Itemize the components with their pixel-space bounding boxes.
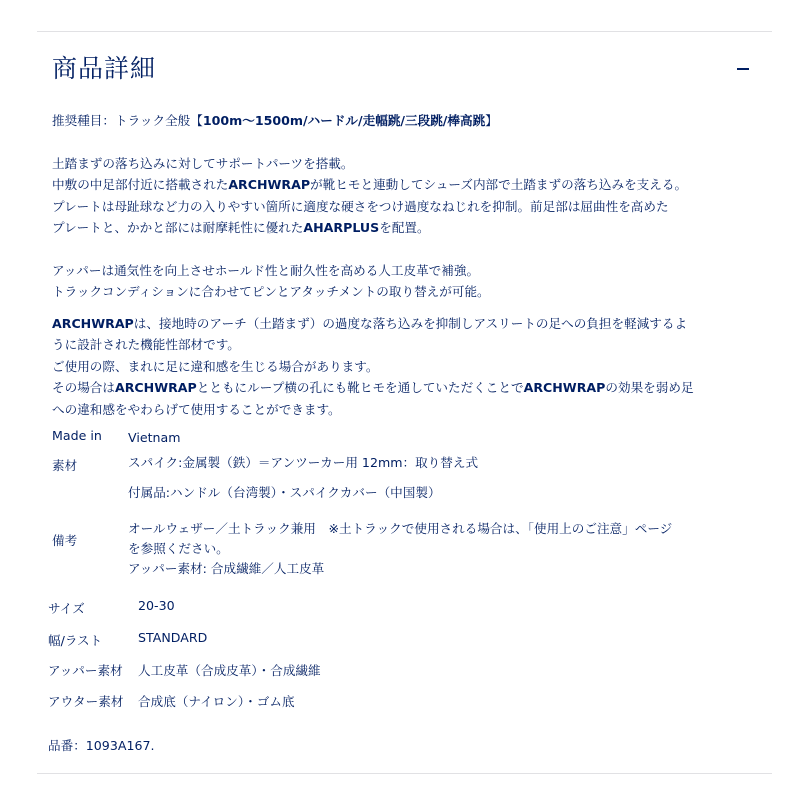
spec-value: 人工皮革（合成皮革）・合成繊維 xyxy=(138,663,321,678)
spec-value: Vietnam xyxy=(128,430,181,445)
desc-line: プレートと、かかと部には耐摩耗性に優れたAHARPLUSを配置。 xyxy=(52,220,430,235)
section-title: 商品詳細 xyxy=(52,54,157,83)
recommended-events: 推奨種目：トラック全般【100m〜1500m/ハードル/走幅跳/三段跳/棒高跳】 xyxy=(52,113,498,128)
top-divider xyxy=(37,31,772,32)
spec-value: スパイク:金属製（鉄）＝アンツーカー用 12mm：取り替え式 xyxy=(128,455,479,470)
desc-line: プレートは母趾球など力の入りやすい箇所に適度な硬さをつけ過度なねじれを抑制。前足部は屈曲性を高めた xyxy=(52,198,669,214)
minus-bar xyxy=(737,68,749,70)
spec-label: アウター素材 xyxy=(48,694,124,709)
spec-value: 20-30 xyxy=(138,598,175,613)
spec-label: サイズ xyxy=(48,601,85,616)
spec-label: 幅/ラスト xyxy=(48,633,103,648)
desc-line: トラックコンディションに合わせてピンとアタッチメントの取り替えが可能。 xyxy=(52,284,490,299)
spec-value: アッパー素材: 合成繊維／人工皮革 xyxy=(128,561,325,576)
desc-line: その場合はARCHWRAPとともにループ横の孔にも靴ヒモを通していただくことでARCHWRAPの効果を弱め足 xyxy=(52,380,694,395)
spec-value: 付属品:ハンドル（台湾製）・スパイクカバー（中国製） xyxy=(128,485,441,500)
bottom-divider xyxy=(37,773,772,774)
desc-line: 中敷の中足部付近に搭載されたARCHWRAPが靴ヒモと連動してシューズ内部で土踏まずの落ち込みを支える。 xyxy=(52,177,688,192)
desc-line: への違和感をやわらげて使用することができます。 xyxy=(52,401,341,417)
description-block xyxy=(52,110,752,420)
spec-label: 備考 xyxy=(52,533,78,548)
spec-table xyxy=(52,428,752,588)
desc-line: ご使用の際、まれに足に違和感を生じる場合があります。 xyxy=(52,358,379,374)
spec-value: 合成底（ナイロン）・ゴム底 xyxy=(138,694,295,709)
collapse-minus-icon[interactable] xyxy=(736,62,750,76)
desc-line: ARCHWRAPは、接地時のアーチ（土踏まず）の過度な落ち込みを抑制しアスリートの足への負担を軽減するよ xyxy=(52,315,688,331)
spec-label: 素材 xyxy=(52,458,78,473)
desc-line: アッパーは通気性を向上させホールド性と耐久性を高める人工皮革で補強。 xyxy=(52,262,480,278)
desc-line: うに設計された機能性部材です。 xyxy=(52,337,240,352)
spec-label: Made in xyxy=(52,428,102,443)
spec-value: オールウェザー／土トラック兼用 ※土トラックで使用される場合は、「使用上のご注意」ページ xyxy=(128,521,673,536)
spec-value: STANDARD xyxy=(138,630,208,645)
product-details-header[interactable] xyxy=(52,52,752,86)
product-number-text: 品番：1093A167. xyxy=(48,738,155,753)
spec-value: を参照ください。 xyxy=(128,541,229,556)
spec-label: アッパー素材 xyxy=(48,663,123,678)
desc-line: 土踏まずの落ち込みに対してサポートパーツを搭載。 xyxy=(52,155,354,171)
